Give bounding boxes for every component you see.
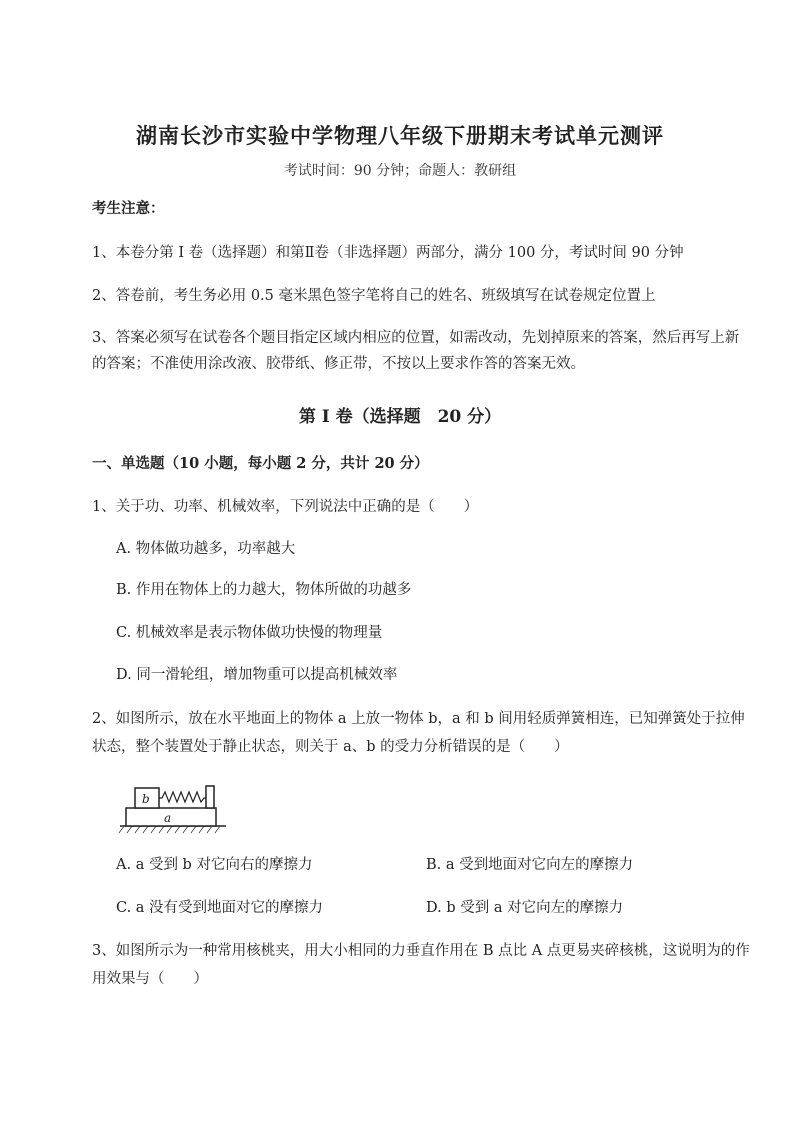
question-option: B. a 受到地面对它向左的摩擦力 [426,857,634,873]
notice-item: 2、答卷前，考生务必用 0.5 毫米黑色签字笔将自己的姓名、班级填写在试卷规定位置上 [92,288,656,304]
question-option: B. 作用在物体上的力越大，物体所做的功越多 [116,582,412,598]
section-title: 第 I 卷（选择题 20 分） [298,407,502,427]
question-stem: 2、如图所示，放在水平地面上的物体 a 上放一物体 b，a 和 b 间用轻质弹簧相连，已知弹簧处于拉伸状态，整个装置处于静止状态，则关于 a、b 的受力分析错误的是（ ） [92,711,745,755]
notice-item: 3、答案必须写在试卷各个题目指定区域内相应的位置，如需改动，先划掉原来的答案，然后再写上新的答案；不准使用涂改液、胶带纸、修正带，不按以上要求作答的答案无效。 [92,330,740,372]
label-b: b [142,792,150,806]
question-option: A. a 受到 b 对它向右的摩擦力 [116,857,313,873]
part-heading: 一、单选题（10 小题，每小题 2 分，共计 20 分） [92,455,429,472]
page-title: 湖南长沙市实验中学物理八年级下册期末考试单元测评 [136,123,664,148]
spring [159,792,206,802]
question-option: C. 机械效率是表示物体做功快慢的物理量 [116,625,383,641]
question-option: D. 同一滑轮组，增加物重可以提高机械效率 [116,667,398,683]
question-option: D. b 受到 a 对它向左的摩擦力 [426,900,624,916]
question-option: A. 物体做功越多，功率越大 [116,541,296,557]
notice-heading: 考生注意： [92,200,165,217]
exam-info: 考试时间：90 分钟；命题人：教研组 [283,163,517,179]
label-a: a [164,811,172,825]
spring-blocks-figure [118,778,228,834]
notice-item: 1、本卷分第 I 卷（选择题）和第Ⅱ卷（非选择题）两部分，满分 100 分，考试时间 90 分钟 [92,245,684,261]
question-stem: 1、关于功、功率、机械效率，下列说法中正确的是（ ） [92,499,479,515]
question-stem: 3、如图所示为一种常用核桃夹，用大小相同的力垂直作用在 B 点比 A 点更易夹碎核桃，这说明为的作用效果与（ ） [92,943,750,987]
question-option: C. a 没有受到地面对它的摩擦力 [116,900,324,916]
ground-hatch [119,826,220,833]
wall-post [206,786,214,808]
